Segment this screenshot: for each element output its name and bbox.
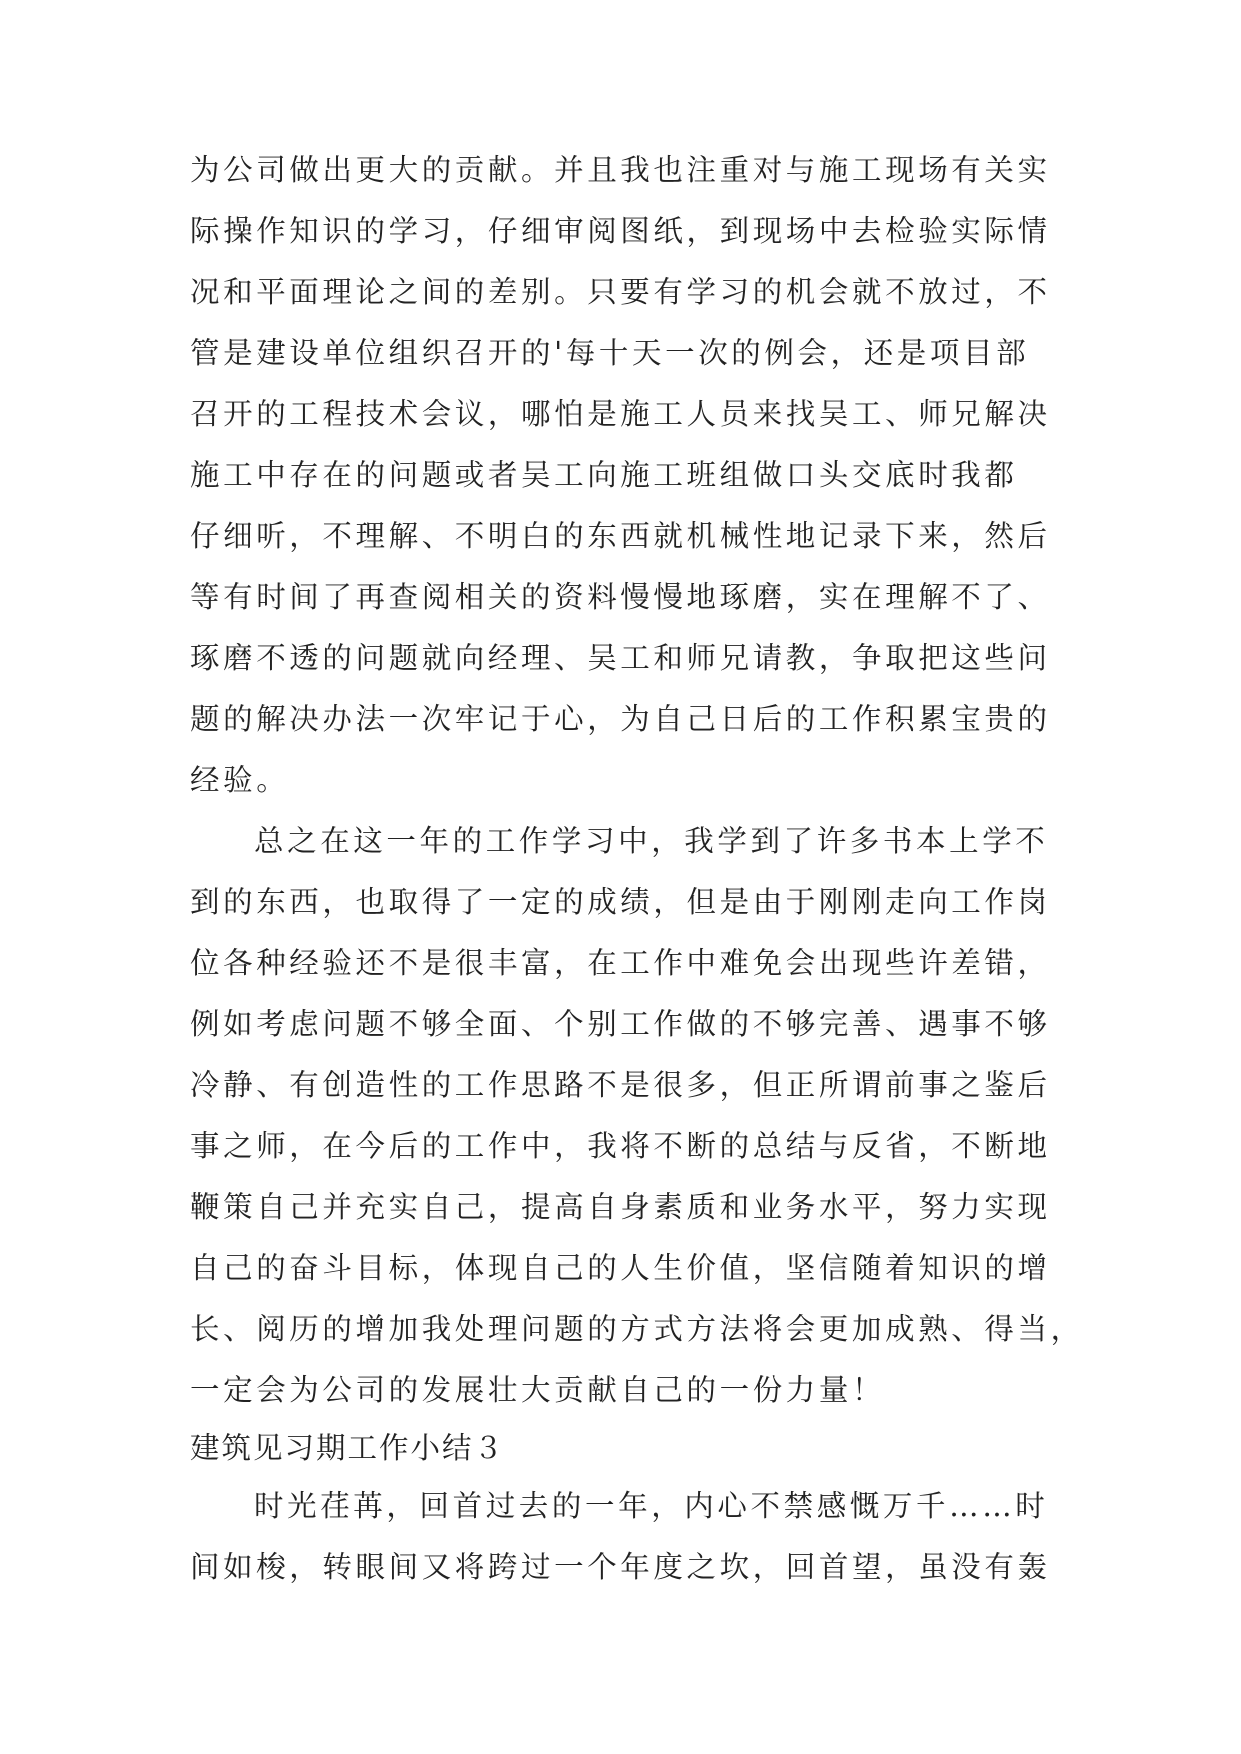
text-line: 例如考虑问题不够全面、个别工作做的不够完善、遇事不够 [190,1007,1051,1041]
text-line: 施工中存在的问题或者吴工向施工班组做口头交底时我都 [190,458,1018,492]
text-line: 到的东西，也取得了一定的成绩，但是由于刚刚走向工作岗 [190,885,1051,919]
text-line: 琢磨不透的问题就向经理、吴工和师兄请教，争取把这些问 [190,641,1051,675]
text-line: 冷静、有创造性的工作思路不是很多，但正所谓前事之鉴后 [190,1068,1051,1102]
text-line: 仔细听，不理解、不明白的东西就机械性地记录下来，然后 [190,519,1051,553]
text-line: 为公司做出更大的贡献。并且我也注重对与施工现场有关实 [190,153,1051,187]
text-line: 题的解决办法一次牢记于心，为自己日后的工作积累宝贵的 [190,702,1051,736]
text-line: 间如梭，转眼间又将跨过一个年度之坎，回首望，虽没有轰 [190,1550,1051,1584]
text-line: 自己的奋斗目标，体现自己的人生价值，坚信随着知识的增 [190,1251,1051,1285]
section-heading: 建筑见习期工作小结３ [190,1431,506,1465]
text-line: 际操作知识的学习，仔细审阅图纸，到现场中去检验实际情 [190,214,1051,248]
text-line: 鞭策自己并充实自己，提高自身素质和业务水平，努力实现 [190,1190,1051,1224]
text-line: 召开的工程技术会议，哪怕是施工人员来找吴工、师兄解决 [190,397,1051,431]
text-line: 等有时间了再查阅相关的资料慢慢地琢磨，实在理解不了、 [190,580,1051,614]
text-line: 管是建设单位组织召开的'每十天一次的例会，还是项目部 [190,336,1030,370]
paragraph-first-line: 总之在这一年的工作学习中，我学到了许多书本上学不 [254,824,1049,858]
text-line: 位各种经验还不是很丰富，在工作中难免会出现些许差错， [190,946,1051,980]
text-line: 经验。 [190,763,290,797]
text-line: 长、阅历的增加我处理问题的方式方法将会更加成熟、得当， [190,1312,1084,1346]
paragraph-first-line: 时光荏苒，回首过去的一年，内心不禁感慨万千……时 [254,1489,1049,1523]
text-line: 况和平面理论之间的差别。只要有学习的机会就不放过，不 [190,275,1051,309]
text-line: 一定会为公司的发展壮大贡献自己的一份力量！ [190,1373,886,1407]
text-line: 事之师，在今后的工作中，我将不断的总结与反省，不断地 [190,1129,1051,1163]
